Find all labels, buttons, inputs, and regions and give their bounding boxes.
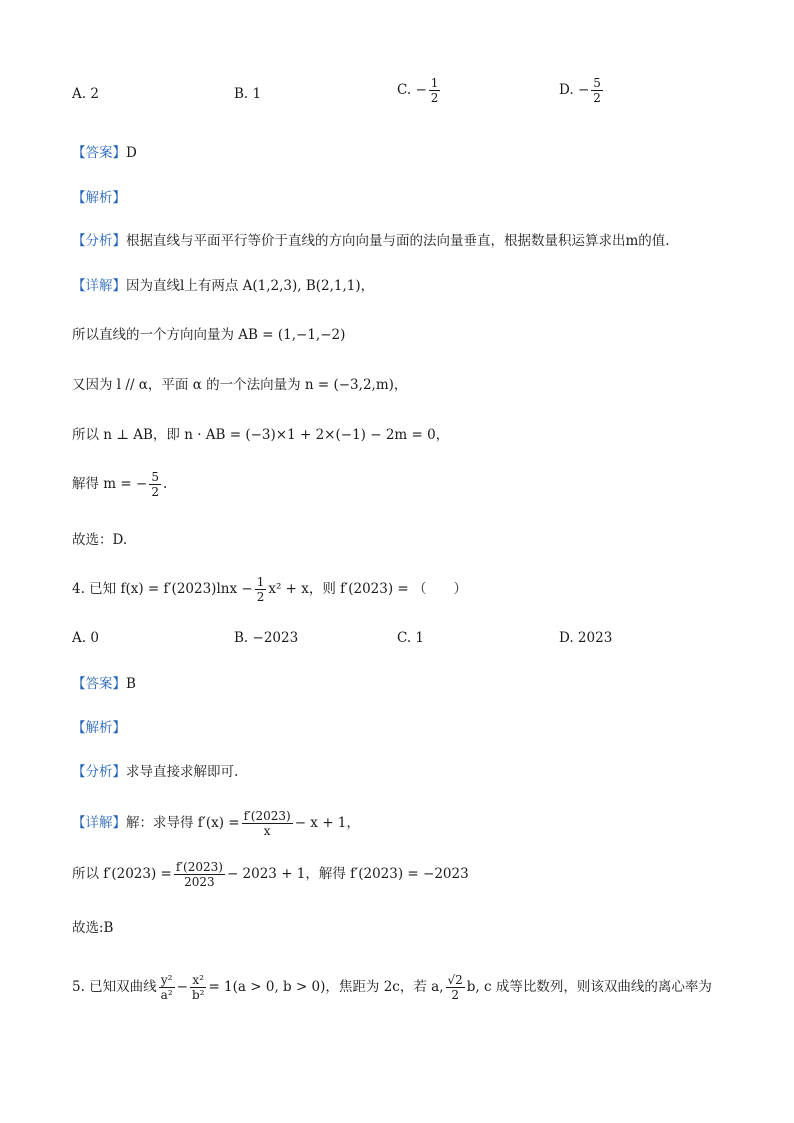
fraction: $\frac{f'(2023)}{2023}$ <box>175 860 223 889</box>
q4-line-2: 所以 f′(2023) = $\frac{f'(2023)}{2023}$ − 2023 + 1，解得 f′(2023) = −2023 <box>72 860 469 889</box>
q4-options <box>72 630 732 652</box>
q3-answer: 【答案】D <box>72 145 137 161</box>
fraction: $\frac{5}{2}$ <box>151 470 159 499</box>
q3-analysis-heading: 【解析】 <box>72 190 126 206</box>
q3-option-d: D. − $\frac{5}{2}$ <box>559 76 601 105</box>
fraction: $\frac{\text{x²}}{\text{b²}}$ <box>191 973 205 1002</box>
q3-option-c: C. − $\frac{1}{2}$ <box>397 76 439 105</box>
q4-option-a: A. 0 <box>72 630 99 646</box>
q4-analysis-heading: 【解析】 <box>72 720 126 736</box>
q3-line-4: 所以 n ⊥ AB，即 n · AB = (−3)×1 + 2×(−1) − 2m = 0， <box>72 427 450 443</box>
q4-stem: 4. 已知 f(x) = f′(2023)lnx − $\frac{1}{2}$ x² + x，则 f′(2023) = （ ） <box>72 575 467 604</box>
fraction: $\frac{√2}{2}$ <box>447 973 463 1002</box>
q4-option-c: C. 1 <box>397 630 425 646</box>
q4-choose: 故选:B <box>72 920 114 936</box>
q4-option-b: B. −2023 <box>234 630 299 646</box>
q4-fenxi: 【分析】求导直接求解即可. <box>72 764 239 780</box>
q3-fenxi: 【分析】根据直线与平面平行等价于直线的方向向量与面的法向量垂直，根据数量积运算求出m的值. <box>72 233 670 249</box>
q5-stem: 5. 已知双曲线 $\frac{\text{y²}}{\text{a²}}$ − $\frac{\text{x²}}{\text{b²}}$ = 1(a > 0, b > 0)，焦距为 2c，若 a, $\frac{√2}{2}$ b, c 成等比数列，则该双曲线的离心率为 <box>72 973 712 1002</box>
q4-option-d: D. 2023 <box>559 630 613 646</box>
q3-line-5: 解得 m = − $\frac{5}{2}$ . <box>72 470 168 499</box>
q3-line-3: 又因为 l // α，平面 α 的一个法向量为 n = (−3,2,m)， <box>72 377 408 393</box>
q4-detail: 【详解】解：求导得 f′(x) = $\frac{f'(2023)}{x}$ − x + 1， <box>72 809 360 838</box>
q3-option-b: B. 1 <box>234 86 262 102</box>
q3-line-2: 所以直线的一个方向向量为 AB = (1,−1,−2) <box>72 327 346 343</box>
fraction: $\frac{f'(2023)}{x}$ <box>243 809 291 838</box>
q3-options <box>72 76 732 114</box>
q3-choose: 故选：D. <box>72 532 128 548</box>
q4-answer: 【答案】B <box>72 676 136 692</box>
fraction: $\frac{1}{2}$ <box>256 575 265 604</box>
q3-option-a: A. 2 <box>72 86 99 102</box>
fraction: $\frac{5}{2}$ <box>593 76 601 105</box>
fraction: $\frac{\text{y²}}{\text{a²}}$ <box>160 973 173 1002</box>
fraction: $\frac{1}{2}$ <box>430 76 439 105</box>
q3-detail: 【详解】因为直线l上有两点 A(1,2,3), B(2,1,1)， <box>72 278 375 294</box>
